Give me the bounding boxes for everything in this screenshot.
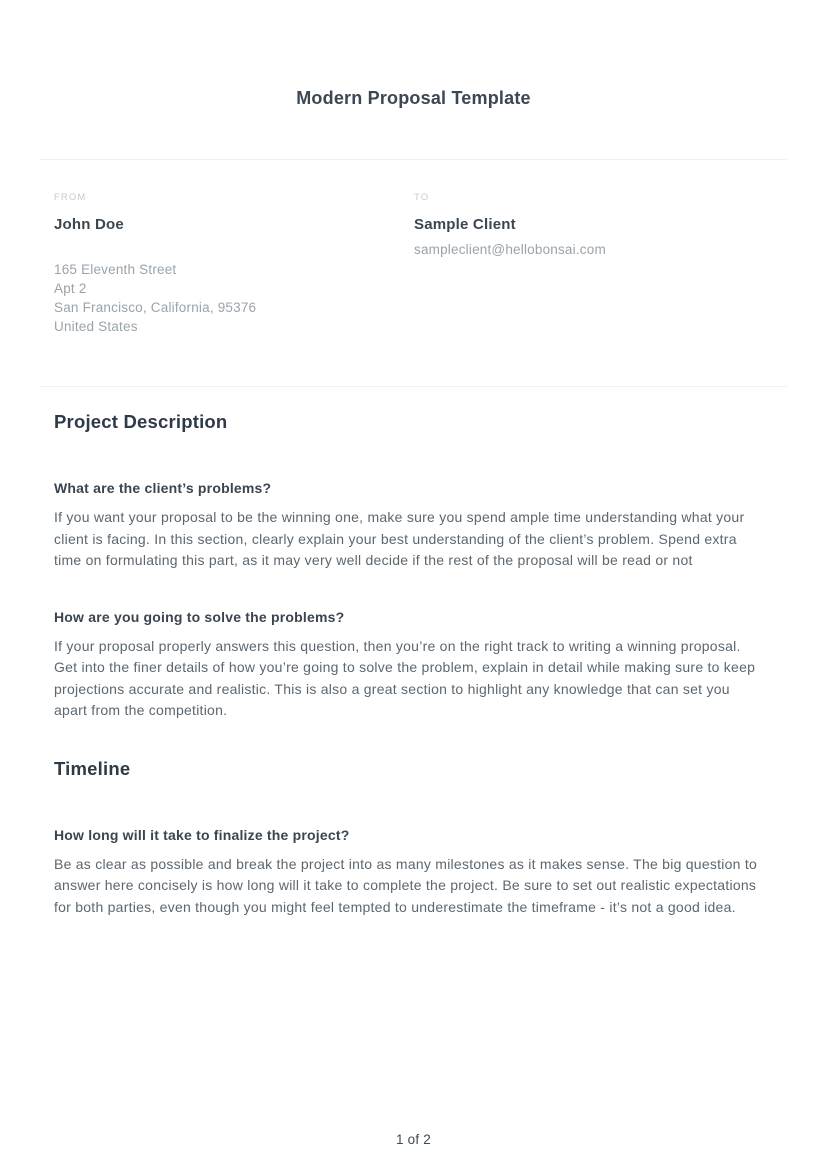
question-project-duration: How long will it take to finalize the project? xyxy=(54,826,350,843)
to-label: TO xyxy=(414,192,430,203)
to-party xyxy=(414,192,773,336)
qa-block xyxy=(0,480,827,572)
question-solve-problems: How are you going to solve the problems? xyxy=(54,608,345,625)
from-address xyxy=(54,260,414,336)
question-client-problems: What are the client’s problems? xyxy=(54,480,272,496)
from-party xyxy=(54,192,414,336)
to-email: sampleclient@hellobonsai.com xyxy=(414,242,606,257)
section-timeline xyxy=(0,758,827,919)
section-project-description xyxy=(0,411,827,722)
answer-solve-problems: If your proposal properly answers this question, then you’re on the right track to writing a winning proposal. Get into the finer details of how you’re going to solve the problem, explain in detail while making sure to keep projections accurate and realistic. This is also a great section to highlight any knowledge that can set you apart from the competition. xyxy=(54,637,756,718)
section-heading: Timeline xyxy=(54,757,131,779)
qa-block xyxy=(0,609,827,722)
page-title: Modern Proposal Template xyxy=(296,88,531,108)
address-line: 165 Eleventh Street xyxy=(54,262,177,277)
page-number: 1 of 2 xyxy=(396,1132,431,1147)
divider-parties xyxy=(40,386,787,387)
to-name: Sample Client xyxy=(414,216,516,233)
from-name: John Doe xyxy=(54,216,124,233)
address-line: San Francisco, California, 95376 xyxy=(54,300,257,315)
qa-block xyxy=(0,827,827,919)
answer-project-duration: Be as clear as possible and break the project into as many milestones as it makes sense. The big question to answer here concisely is how long will it take to complete the project. Be sure to set out realistic expectations for both parties, even though you might feel tempted to underestimate the timeframe - it’s not a good idea. xyxy=(54,855,757,915)
from-label: FROM xyxy=(54,192,87,203)
parties-block xyxy=(54,192,773,336)
divider-top xyxy=(40,159,787,160)
address-line: United States xyxy=(54,319,138,334)
answer-client-problems: If you want your proposal to be the winning one, make sure you spend ample time understanding what your client is facing. In this section, clearly explain your best understanding of the client’s problem. Spend extra time on formulating this part, as it may very well decide if the rest of the proposal will be read or not xyxy=(54,509,745,568)
section-heading: Project Description xyxy=(54,411,228,432)
address-line: Apt 2 xyxy=(54,281,87,296)
